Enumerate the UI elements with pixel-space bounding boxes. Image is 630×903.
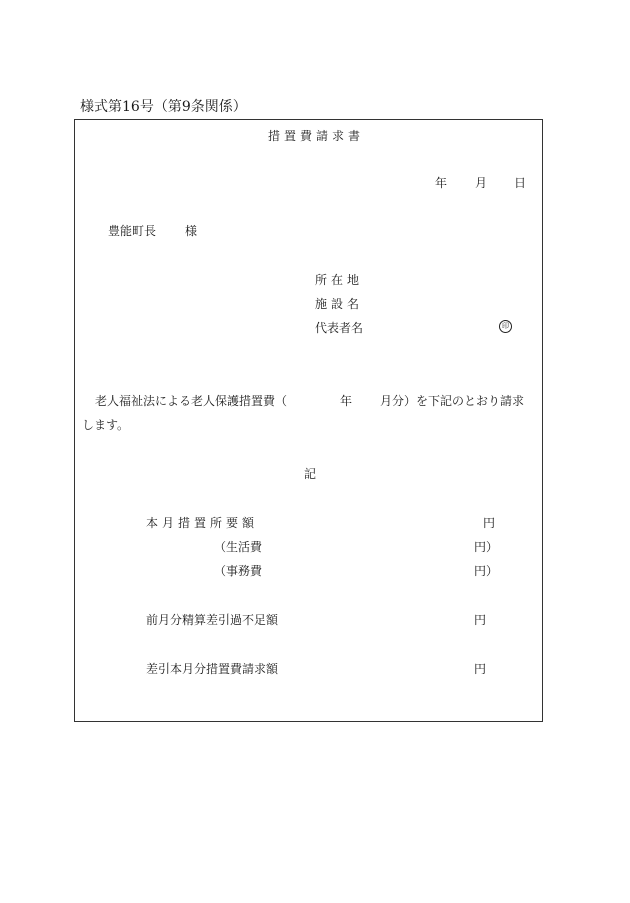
form-frame — [74, 119, 543, 722]
form-number-label: 様式第16号（第9条関係） — [80, 99, 247, 115]
body-line2: します。 — [82, 418, 130, 432]
prev-adjustment-unit: 円 — [474, 613, 487, 627]
addressee-name: 豊能町長 — [108, 224, 157, 238]
date-month: 月 — [475, 176, 488, 190]
office-cost-unit: 円） — [474, 564, 499, 578]
representative-label: 代表者名 — [315, 321, 364, 335]
net-claim-label: 差引本月分措置費請求額 — [146, 662, 279, 676]
office-cost-label: （事務費 — [214, 564, 263, 578]
ki-heading: 記 — [304, 467, 317, 481]
seal-mark-icon: 印 — [499, 320, 512, 333]
monthly-required-label: 本月措置所要額 — [146, 516, 259, 530]
body-line1-year: 年 — [340, 394, 353, 408]
monthly-required-unit: 円 — [483, 516, 496, 530]
body-line1-suffix: 月分）を下記のとおり請求 — [380, 394, 525, 408]
address-label: 所在地 — [315, 273, 364, 287]
document-title: 措置費請求書 — [268, 129, 365, 143]
body-line1-prefix: 老人福祉法による老人保護措置費（ — [95, 394, 288, 408]
date-day: 日 — [514, 176, 527, 190]
prev-adjustment-label: 前月分精算差引過不足額 — [146, 613, 279, 627]
addressee-honorific: 様 — [185, 224, 198, 238]
net-claim-unit: 円 — [474, 662, 487, 676]
facility-label: 施設名 — [315, 297, 364, 311]
living-cost-label: （生活費 — [214, 540, 263, 554]
date-year: 年 — [435, 176, 448, 190]
living-cost-unit: 円） — [474, 540, 499, 554]
